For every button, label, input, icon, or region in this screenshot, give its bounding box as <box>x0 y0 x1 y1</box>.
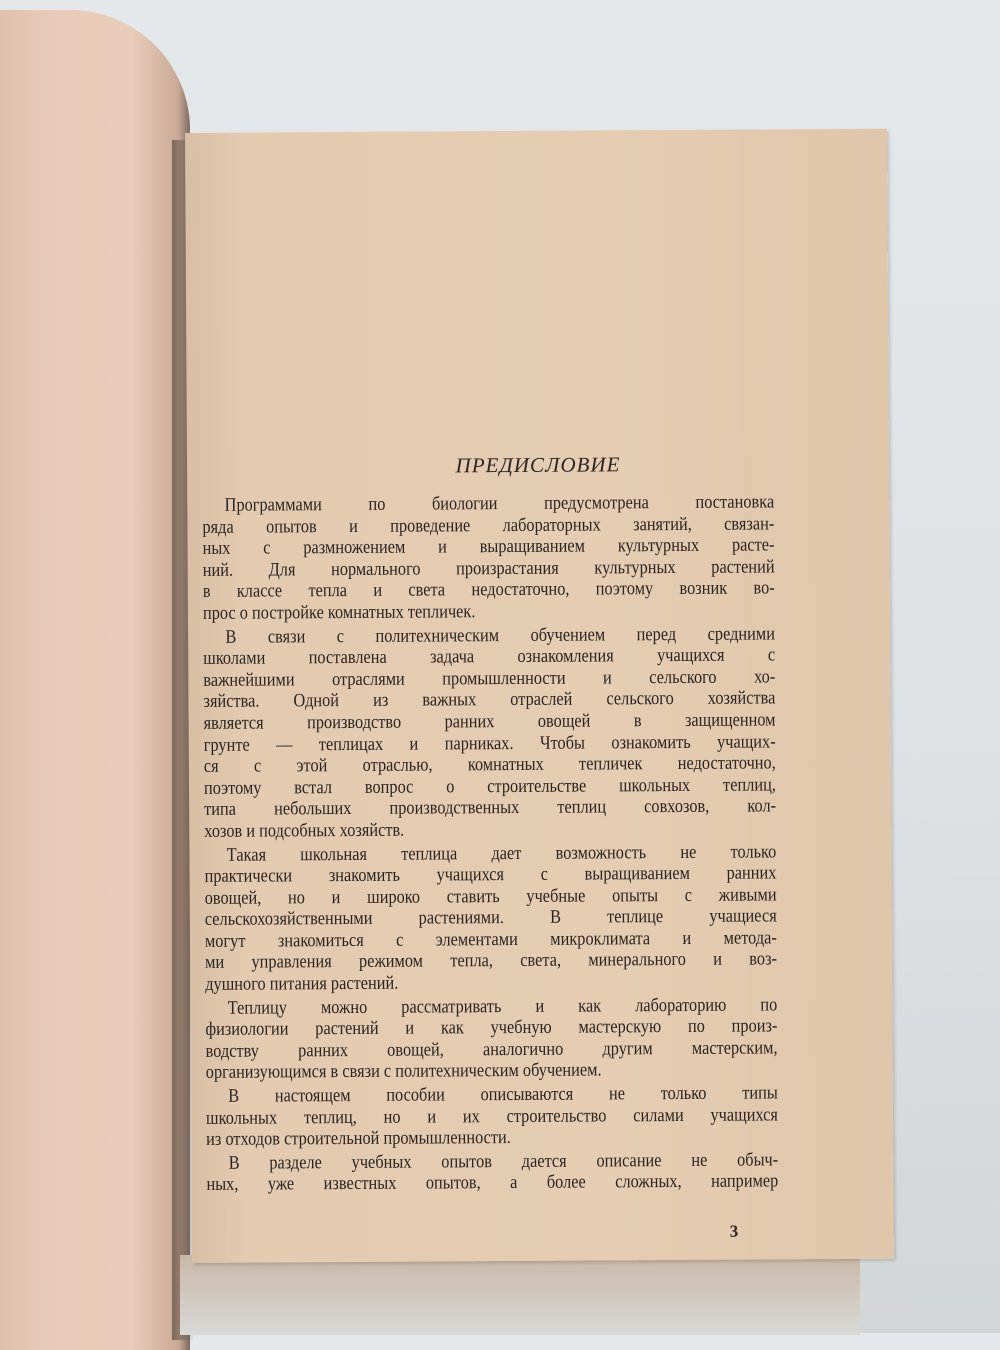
text-line: овощей, но и широко ставить учебные опыты с живыми <box>204 884 777 909</box>
text-line: грунте — теплицах и парниках. Чтобы ознакомить учащих- <box>203 730 776 756</box>
text-line: водству ранних овощей, аналогично другим мастерским, <box>205 1037 778 1062</box>
text-line: хозов и подсобных хозяйств. <box>204 819 405 842</box>
text-line: ных с размножением и выращиванием культурных расте- <box>202 534 775 560</box>
text-line: прос о постройке комнатных тепличек. <box>202 601 476 624</box>
text-line: В разделе учебных опытов дается описание не обыч- <box>228 1149 779 1174</box>
text-line: В связи с политехническим обучением перед средними <box>225 622 776 648</box>
text-line: практически знакомить учащихся с выращиванием ранних <box>204 862 777 887</box>
text-line: является производство ранних овощей в защищенном <box>203 709 776 734</box>
text-line: ряда опытов и проведение лабораторных занятий, связан- <box>202 513 775 538</box>
book-page <box>185 129 894 1263</box>
text-line: ных, уже известных опытов, а более сложных, например <box>206 1170 779 1196</box>
left-page <box>0 10 190 1350</box>
text-line: организующимся в связи с политехническим обучением. <box>205 1059 602 1084</box>
text-line: Такая школьная теплица дает возможность не только <box>226 840 777 866</box>
text-line: из отходов строительной промышленности. <box>206 1127 511 1151</box>
paragraph <box>205 994 778 1084</box>
text-line: ми управления режимом тепла, света, минерального и воз- <box>205 948 778 974</box>
paragraph <box>206 1082 778 1150</box>
paragraph <box>202 491 775 624</box>
text-line: физиологии растений и как учебную мастерскую по произ- <box>205 1015 778 1041</box>
text-line: ся с этой отраслью, комнатных тепличек недостаточно, <box>203 752 776 778</box>
text-line: школьных теплиц, но и их строительство силами учащихся <box>205 1104 778 1129</box>
paragraph <box>204 841 777 996</box>
text-line: школами поставлена задача ознакомления учащихся с <box>203 644 776 670</box>
page-number: 3 <box>729 1221 739 1241</box>
text-line: Теплицу можно рассматривать и как лабораторию по <box>227 994 778 1019</box>
text-line: поэтому встал вопрос о строительстве школьных теплиц, <box>203 774 776 799</box>
paragraph <box>206 1149 778 1196</box>
body-text <box>202 491 778 1195</box>
text-line: типа небольших производственных теплиц совхозов, кол- <box>204 795 777 821</box>
text-line: душного питания растений. <box>205 972 399 995</box>
text-line: сельскохозяйственными растениями. В теплице учащиеся <box>204 905 777 931</box>
text-line: В настоящем пособии описываются не только типы <box>228 1082 778 1107</box>
text-line: ний. Для нормального произрастания культурных растений <box>202 556 775 581</box>
text-line: зяйства. Одной из важных отраслей сельского хозяйства <box>203 687 776 713</box>
page-title: ПРЕДИСЛОВИЕ <box>455 452 621 478</box>
text-line: важнейшими отраслями промышленности и сельского хо- <box>203 666 776 691</box>
table-surface <box>180 1255 860 1335</box>
text-line: могут знакомиться с элементами микроклимата и метода- <box>204 927 777 952</box>
paragraph <box>203 623 776 842</box>
text-line: в классе тепла и света недостаточно, поэтому возник во- <box>202 577 775 603</box>
text-line: Программами по биологии предусмотрена постановка <box>224 491 775 516</box>
